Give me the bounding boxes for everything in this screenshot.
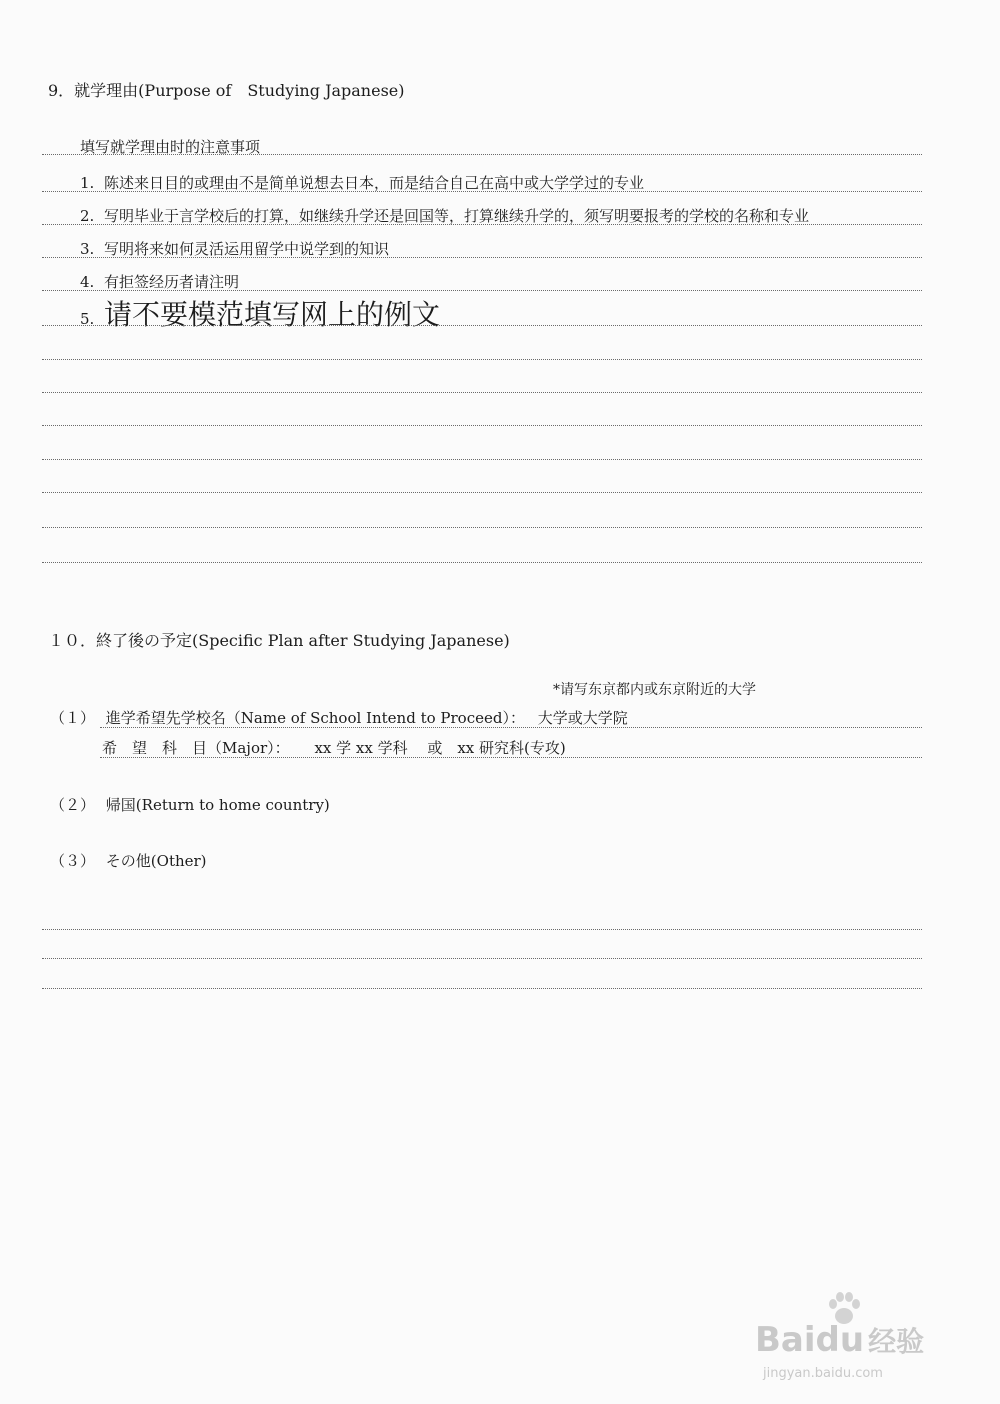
dotted-line [42, 325, 922, 326]
dotted-line [42, 958, 922, 959]
dotted-line [42, 425, 922, 426]
note-text: 写明将来如何灵活运用留学中说学到的知识 [104, 240, 390, 258]
dotted-line [100, 757, 922, 758]
dotted-line [42, 562, 922, 563]
dotted-line [100, 727, 922, 728]
watermark-brand-part1: Bai [755, 1320, 816, 1360]
note-text: 陈述来日目的或理由不是简单说想去日本，而是结合自己在高中或大学学过的专业 [104, 174, 645, 192]
baidu-watermark [755, 1290, 955, 1390]
dotted-line [42, 359, 922, 360]
item-2 [50, 794, 330, 815]
note-item-3 [80, 238, 389, 259]
note-text: 写明毕业于言学校后的打算，如继续升学还是回国等，打算继续升学的，须写明要报考的学校的名称和专业 [104, 207, 810, 225]
dotted-line [42, 257, 922, 258]
note-item-5 [80, 293, 440, 333]
dotted-line [42, 290, 922, 291]
dotted-line [42, 527, 922, 528]
item-1-school [50, 707, 628, 728]
note-number: 5. [80, 310, 95, 328]
note-number: 1. [80, 174, 95, 192]
dotted-line [42, 492, 922, 493]
section-9-title: 9．就学理由(Purpose of Studying Japanese) [48, 81, 405, 100]
item-3 [50, 850, 207, 871]
section-10-title: １０．終了後の予定(Specific Plan after Studying Japanese) [48, 631, 510, 650]
note-item-1 [80, 172, 644, 193]
dotted-line [42, 224, 922, 225]
major-value: xx 学 xx 学科 或 xx 研究科(专攻) [314, 739, 566, 757]
item-number: （２） [50, 796, 96, 814]
note-number: 3. [80, 240, 95, 258]
note-item-2 [80, 205, 809, 226]
note-text-emphasis: 请不要模范填写网上的例文 [104, 298, 441, 331]
dotted-line [42, 988, 922, 989]
dotted-line [42, 154, 922, 155]
dotted-line [42, 392, 922, 393]
school-value: 大学或大学院 [537, 709, 628, 727]
dotted-line [42, 191, 922, 192]
return-home-label: 帰国(Return to home country) [105, 796, 330, 814]
school-note: *请写东京都内或东京附近的大学 [553, 682, 756, 698]
item-number: （３） [50, 852, 96, 870]
school-label: 進学希望先学校名（Name of School Intend to Proceed）： [105, 709, 525, 727]
note-item-4 [80, 271, 239, 292]
note-number: 2. [80, 207, 95, 225]
note-text: 有拒签经历者请注明 [104, 273, 240, 291]
major-label: 希 望 科 目（Major）： [102, 739, 290, 757]
note-number: 4. [80, 273, 95, 291]
watermark-url: jingyan.baidu.com [763, 1366, 883, 1381]
dotted-line [42, 929, 922, 930]
dotted-line [42, 459, 922, 460]
other-label: その他(Other) [105, 852, 207, 870]
watermark-brand [755, 1320, 924, 1360]
notes-heading: 填写就学理由时的注意事项 [80, 138, 261, 156]
watermark-suffix: 经验 [868, 1325, 925, 1358]
item-1-major [102, 737, 566, 758]
watermark-brand-part2: du [815, 1320, 865, 1360]
item-number: （１） [50, 709, 96, 727]
